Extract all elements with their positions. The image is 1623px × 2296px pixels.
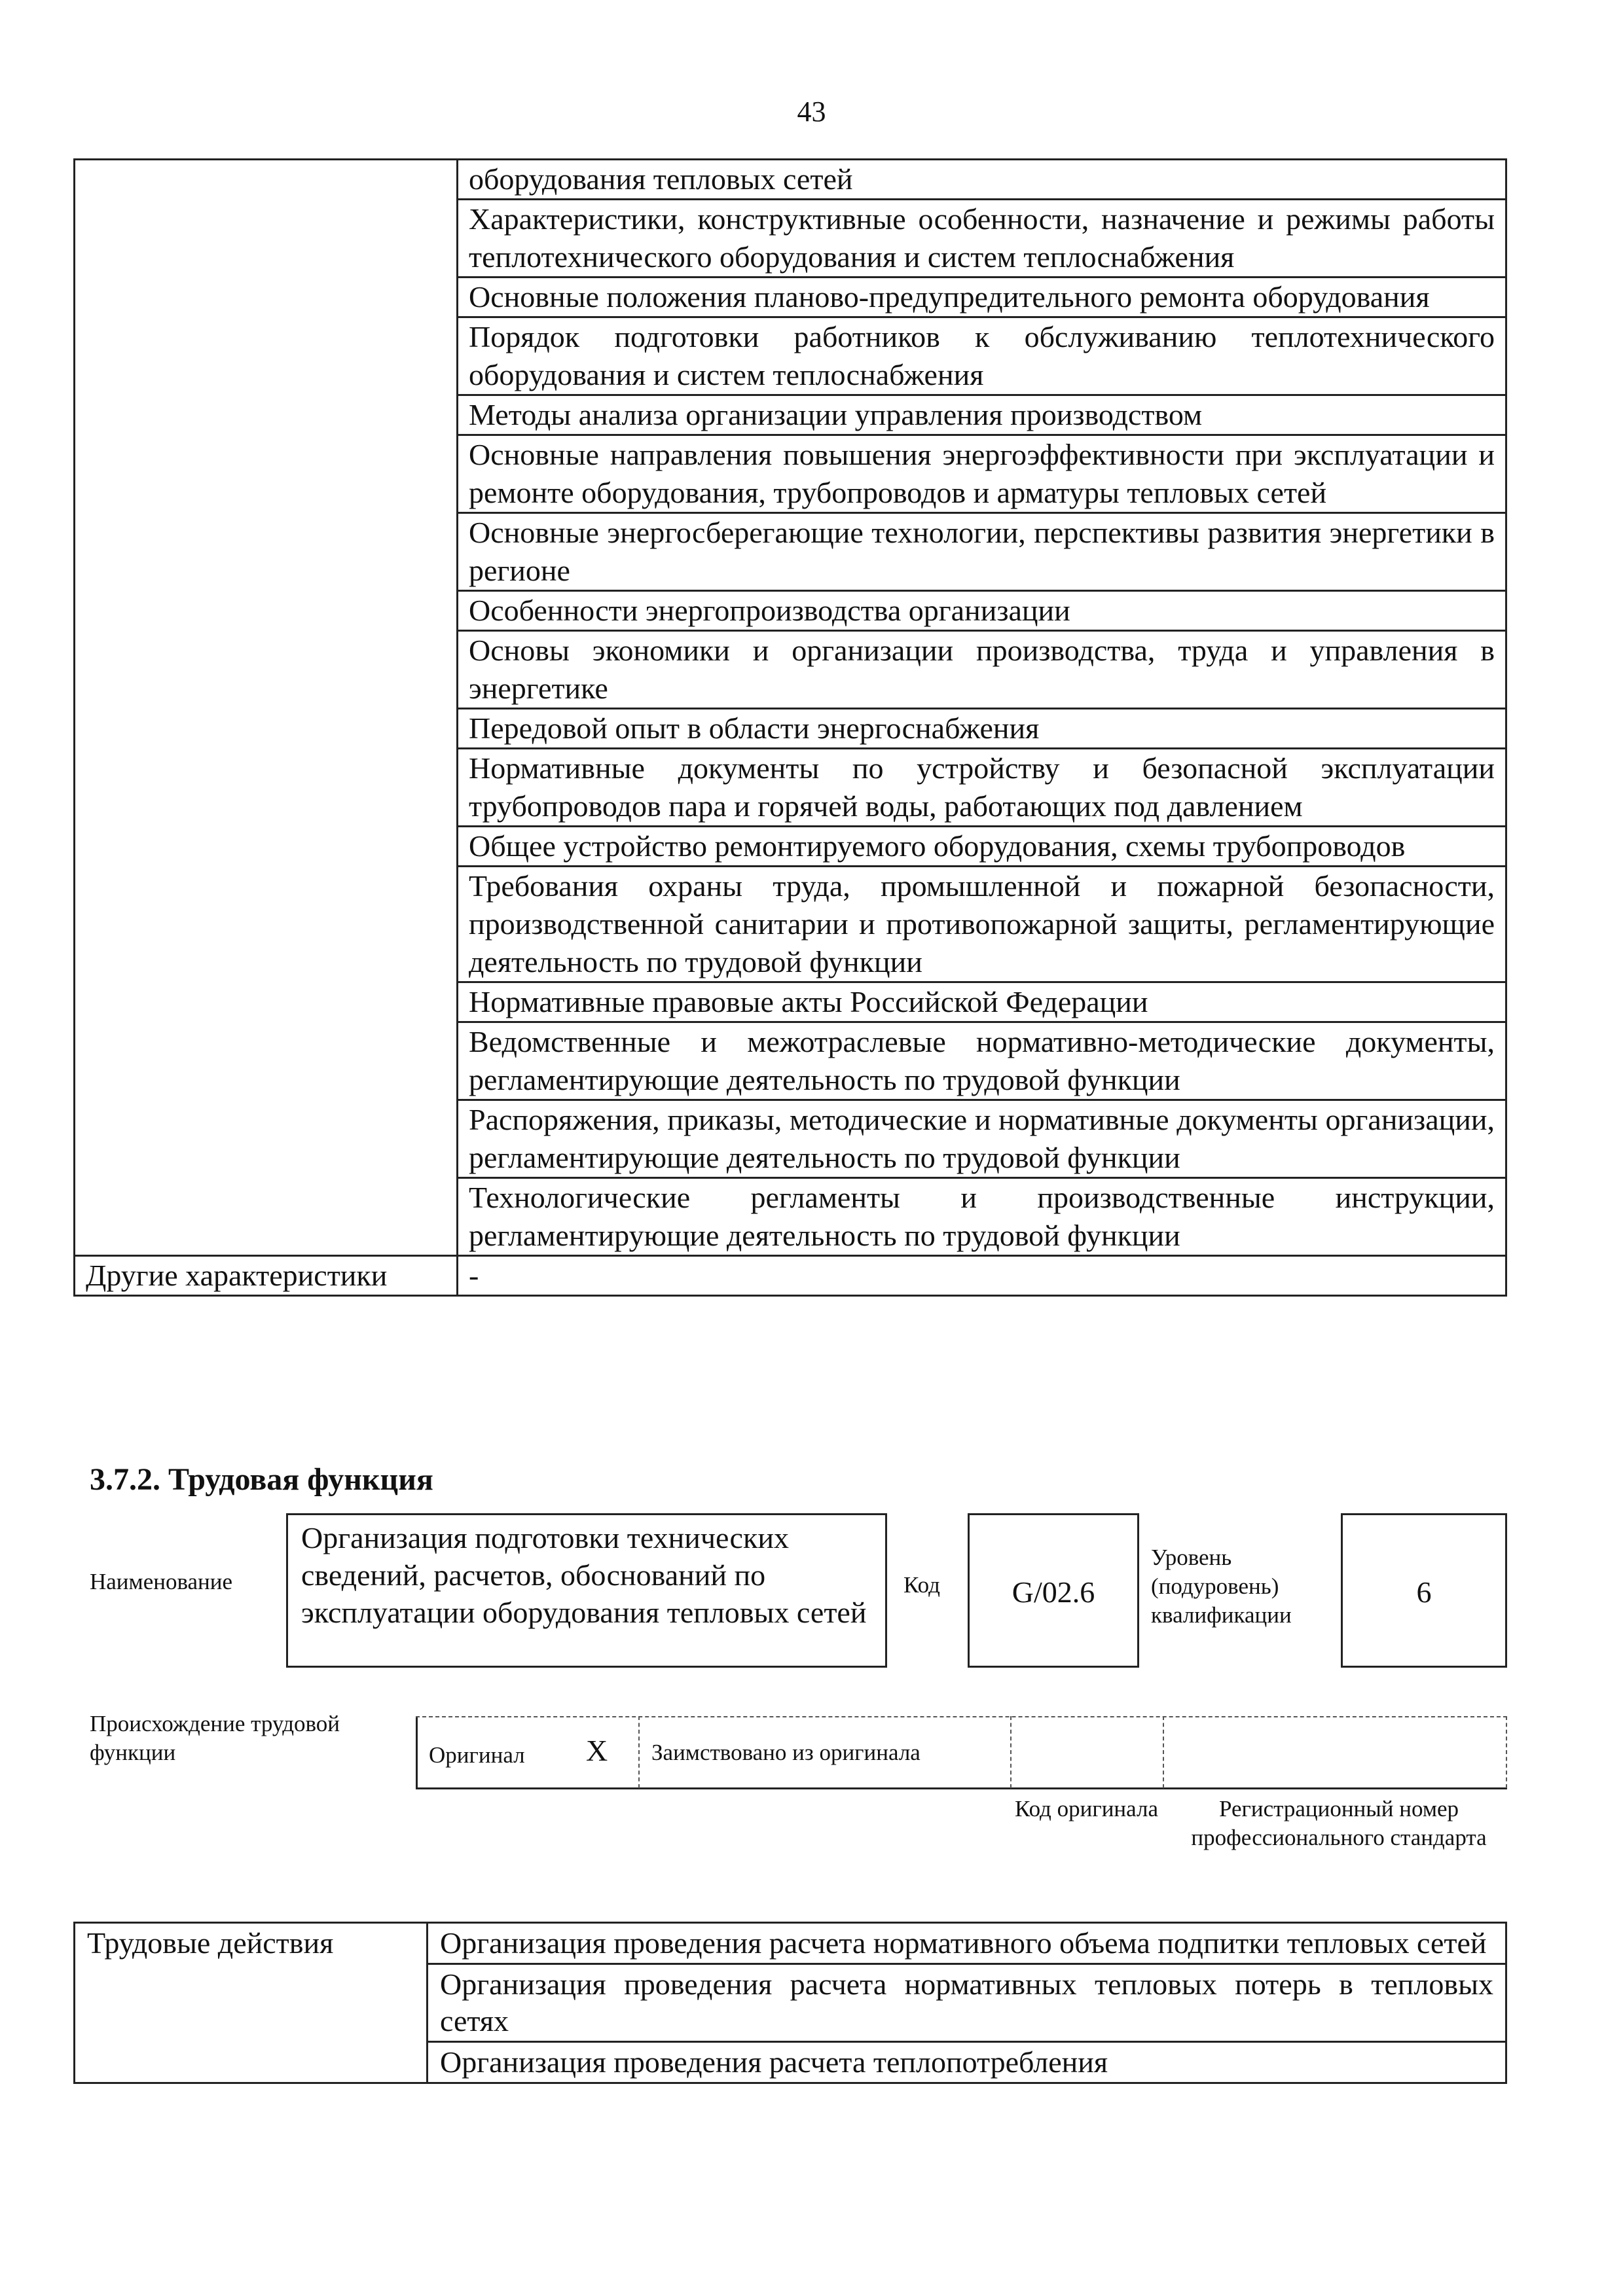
knowledge-item: Нормативные документы по устройству и безопасной эксплуатации трубопроводов пара и горячей воды, работающих под давлением xyxy=(458,749,1506,827)
knowledge-table xyxy=(73,158,1507,1297)
knowledge-item: оборудования тепловых сетей xyxy=(458,160,1506,200)
other-characteristics-value: - xyxy=(458,1256,1506,1296)
original-mark: X xyxy=(586,1734,608,1767)
knowledge-item: Основные энергосберегающие технологии, перспективы развития энергетики в регионе xyxy=(458,513,1506,591)
function-name-box xyxy=(286,1513,887,1668)
code-label: Код xyxy=(903,1572,940,1598)
original-label: Оригинал xyxy=(429,1742,525,1768)
actions-table xyxy=(73,1922,1507,2084)
reg-number-label: Регистрационный номер профессионального стандарта xyxy=(1191,1796,1487,1850)
knowledge-item: Методы анализа организации управления производством xyxy=(458,395,1506,435)
knowledge-item: Технологические регламенты и производственные инструкции, регламентирующие деятельность по трудовой функции xyxy=(458,1178,1506,1256)
knowledge-item: Характеристики, конструктивные особенности, назначение и режимы работы теплотехнического оборудования и систем теплоснабжения xyxy=(458,200,1506,278)
knowledge-item: Общее устройство ремонтируемого оборудования, схемы трубопроводов xyxy=(458,827,1506,867)
knowledge-row xyxy=(75,160,1506,200)
level-box xyxy=(1341,1513,1507,1668)
actions-label: Трудовые действия xyxy=(75,1923,428,2083)
action-item: Организация проведения расчета теплопотребления xyxy=(428,2042,1506,2083)
origin-box xyxy=(416,1716,1507,1789)
knowledge-item: Ведомственные и межотраслевые нормативно-методические документы, регламентирующие деятельность по трудовой функции xyxy=(458,1022,1506,1100)
other-characteristics-label: Другие характеристики xyxy=(75,1256,458,1296)
knowledge-item: Основные положения планово-предупредительного ремонта оборудования xyxy=(458,278,1506,317)
knowledge-item: Особенности энергопроизводства организации xyxy=(458,591,1506,631)
knowledge-item: Основы экономики и организации производства, труда и управления в энергетике xyxy=(458,631,1506,709)
page-number: 43 xyxy=(797,96,826,128)
level-label: Уровень (подуровень) квалификации xyxy=(1151,1545,1292,1628)
action-row xyxy=(75,1923,1506,1964)
code-box xyxy=(968,1513,1139,1668)
knowledge-item: Порядок подготовки работников к обслуживанию теплотехнического оборудования и систем теплоснабжения xyxy=(458,317,1506,395)
name-label: Наименование xyxy=(90,1569,233,1594)
knowledge-item: Передовой опыт в области энергоснабжения xyxy=(458,709,1506,749)
knowledge-item: Распоряжения, приказы, методические и нормативные документы организации, регламентирующие деятельность по трудовой функции xyxy=(458,1100,1506,1178)
section-heading: 3.7.2. Трудовая функция xyxy=(90,1462,433,1497)
function-name: Организация подготовки технических сведений, расчетов, обоснований по эксплуатации оборудования тепловых сетей xyxy=(301,1521,867,1629)
knowledge-item: Нормативные правовые акты Российской Федерации xyxy=(458,982,1506,1022)
action-item: Организация проведения расчета нормативного объема подпитки тепловых сетей xyxy=(428,1923,1506,1964)
knowledge-item: Требования охраны труда, промышленной и пожарной безопасности, производственной санитарии и противопожарной защиты, регламентирующие деятельность по трудовой функции xyxy=(458,867,1506,982)
knowledge-item: Основные направления повышения энергоэффективности при эксплуатации и ремонте оборудования, трубопроводов и арматуры тепловых сетей xyxy=(458,435,1506,513)
level-value: 6 xyxy=(1416,1575,1432,1609)
origin-label: Происхождение трудовой функции xyxy=(90,1711,340,1765)
knowledge-label-cell xyxy=(75,160,458,1256)
borrowed-label: Заимствовано из оригинала xyxy=(651,1740,921,1765)
action-item: Организация проведения расчета нормативных тепловых потерь в тепловых сетях xyxy=(428,1964,1506,2042)
code-value: G/02.6 xyxy=(1012,1575,1095,1609)
code-original-label: Код оригинала xyxy=(1014,1796,1159,1821)
other-characteristics-row xyxy=(75,1256,1506,1296)
